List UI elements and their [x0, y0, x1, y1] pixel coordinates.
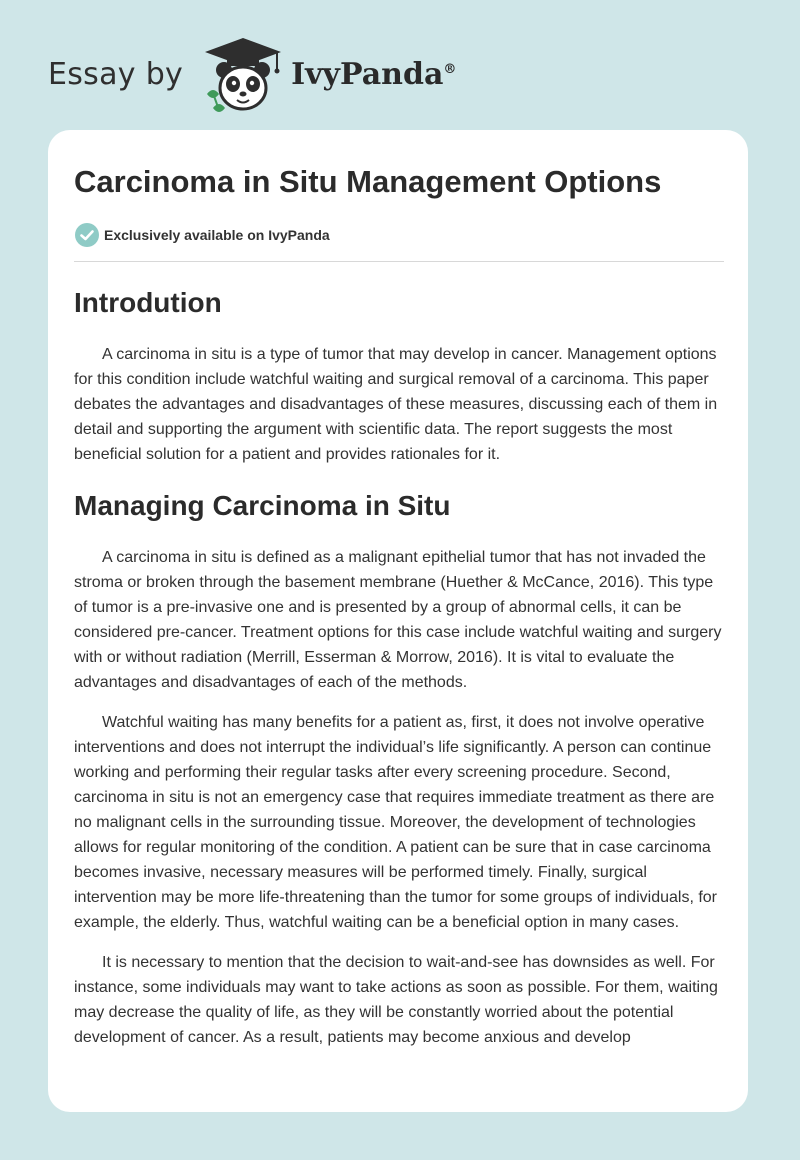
- body-paragraph-downsides: It is necessary to mention that the decision to wait-and-see has downsides as well. For instance, some individuals may want to take actions as soon as possible. For them, waiting may decrease the quality of life, as they will be constantly worried about the potential development of cancer. As a result, patients may become anxious and develop: [74, 954, 718, 1046]
- title-divider: [74, 261, 724, 262]
- brand-name[interactable]: IvyPanda®: [291, 56, 457, 92]
- ivypanda-logo-icon[interactable]: [197, 34, 289, 114]
- site-header: [48, 34, 456, 114]
- body-paragraph-benefits: Watchful waiting has many benefits for a patient as, first, it does not involve operative interventions and does not interrupt the individual’s life significantly. A person can continue working and performing their regular tasks after every screening procedure. Second, carcinoma in situ is not an emergency case that requires immediate treatment as there are no malignant cells in the surrounding tissue. Moreover, the development of technologies allows for regular monitoring of the condition. A patient can be sure that in case carcinoma becomes invasive, necessary measures will be performed timely. Finally, surgical intervention may be more life-threatening than the tumor for some groups of individuals, for example, the elderly. Thus, watchful waiting can be a beneficial option in many cases.: [74, 714, 717, 931]
- essay-content: [74, 278, 724, 1050]
- check-circle-icon: [74, 222, 100, 248]
- section-heading-introduction: Introdution: [74, 287, 222, 318]
- registered-mark: ®: [443, 61, 457, 77]
- exclusive-badge-label: Exclusively available on IvyPanda: [104, 227, 330, 243]
- body-paragraph-definition: A carcinoma in situ is defined as a malignant epithelial tumor that has not invaded the stroma or broken through the basement membrane (Huether & McCance, 2016). This type of tumor is a pre-invasive one and is presented by a group of abnormal cells, it can be considered pre-cancer. Treatment options for this case include watchful waiting and surgery with or without radiation (Merrill, Esserman & Morrow, 2016). It is vital to evaluate the advantages and disadvantages of each of the methods.: [74, 549, 722, 691]
- section-heading-managing: Managing Carcinoma in Situ: [74, 490, 451, 521]
- brand-prefix: Essay by: [48, 56, 184, 92]
- intro-paragraph: A carcinoma in situ is a type of tumor that may develop in cancer. Management options for this condition include watchful waiting and surgical removal of a carcinoma. This paper debates the advantages and disadvantages of these measures, discussing each of them in detail and supporting the argument with scientific data. The report suggests the most beneficial solution for a patient and provides rationales for it.: [74, 346, 718, 463]
- page-title: Carcinoma in Situ Management Options: [74, 164, 662, 199]
- essay-card: [48, 130, 748, 1112]
- exclusive-badge: [74, 222, 330, 248]
